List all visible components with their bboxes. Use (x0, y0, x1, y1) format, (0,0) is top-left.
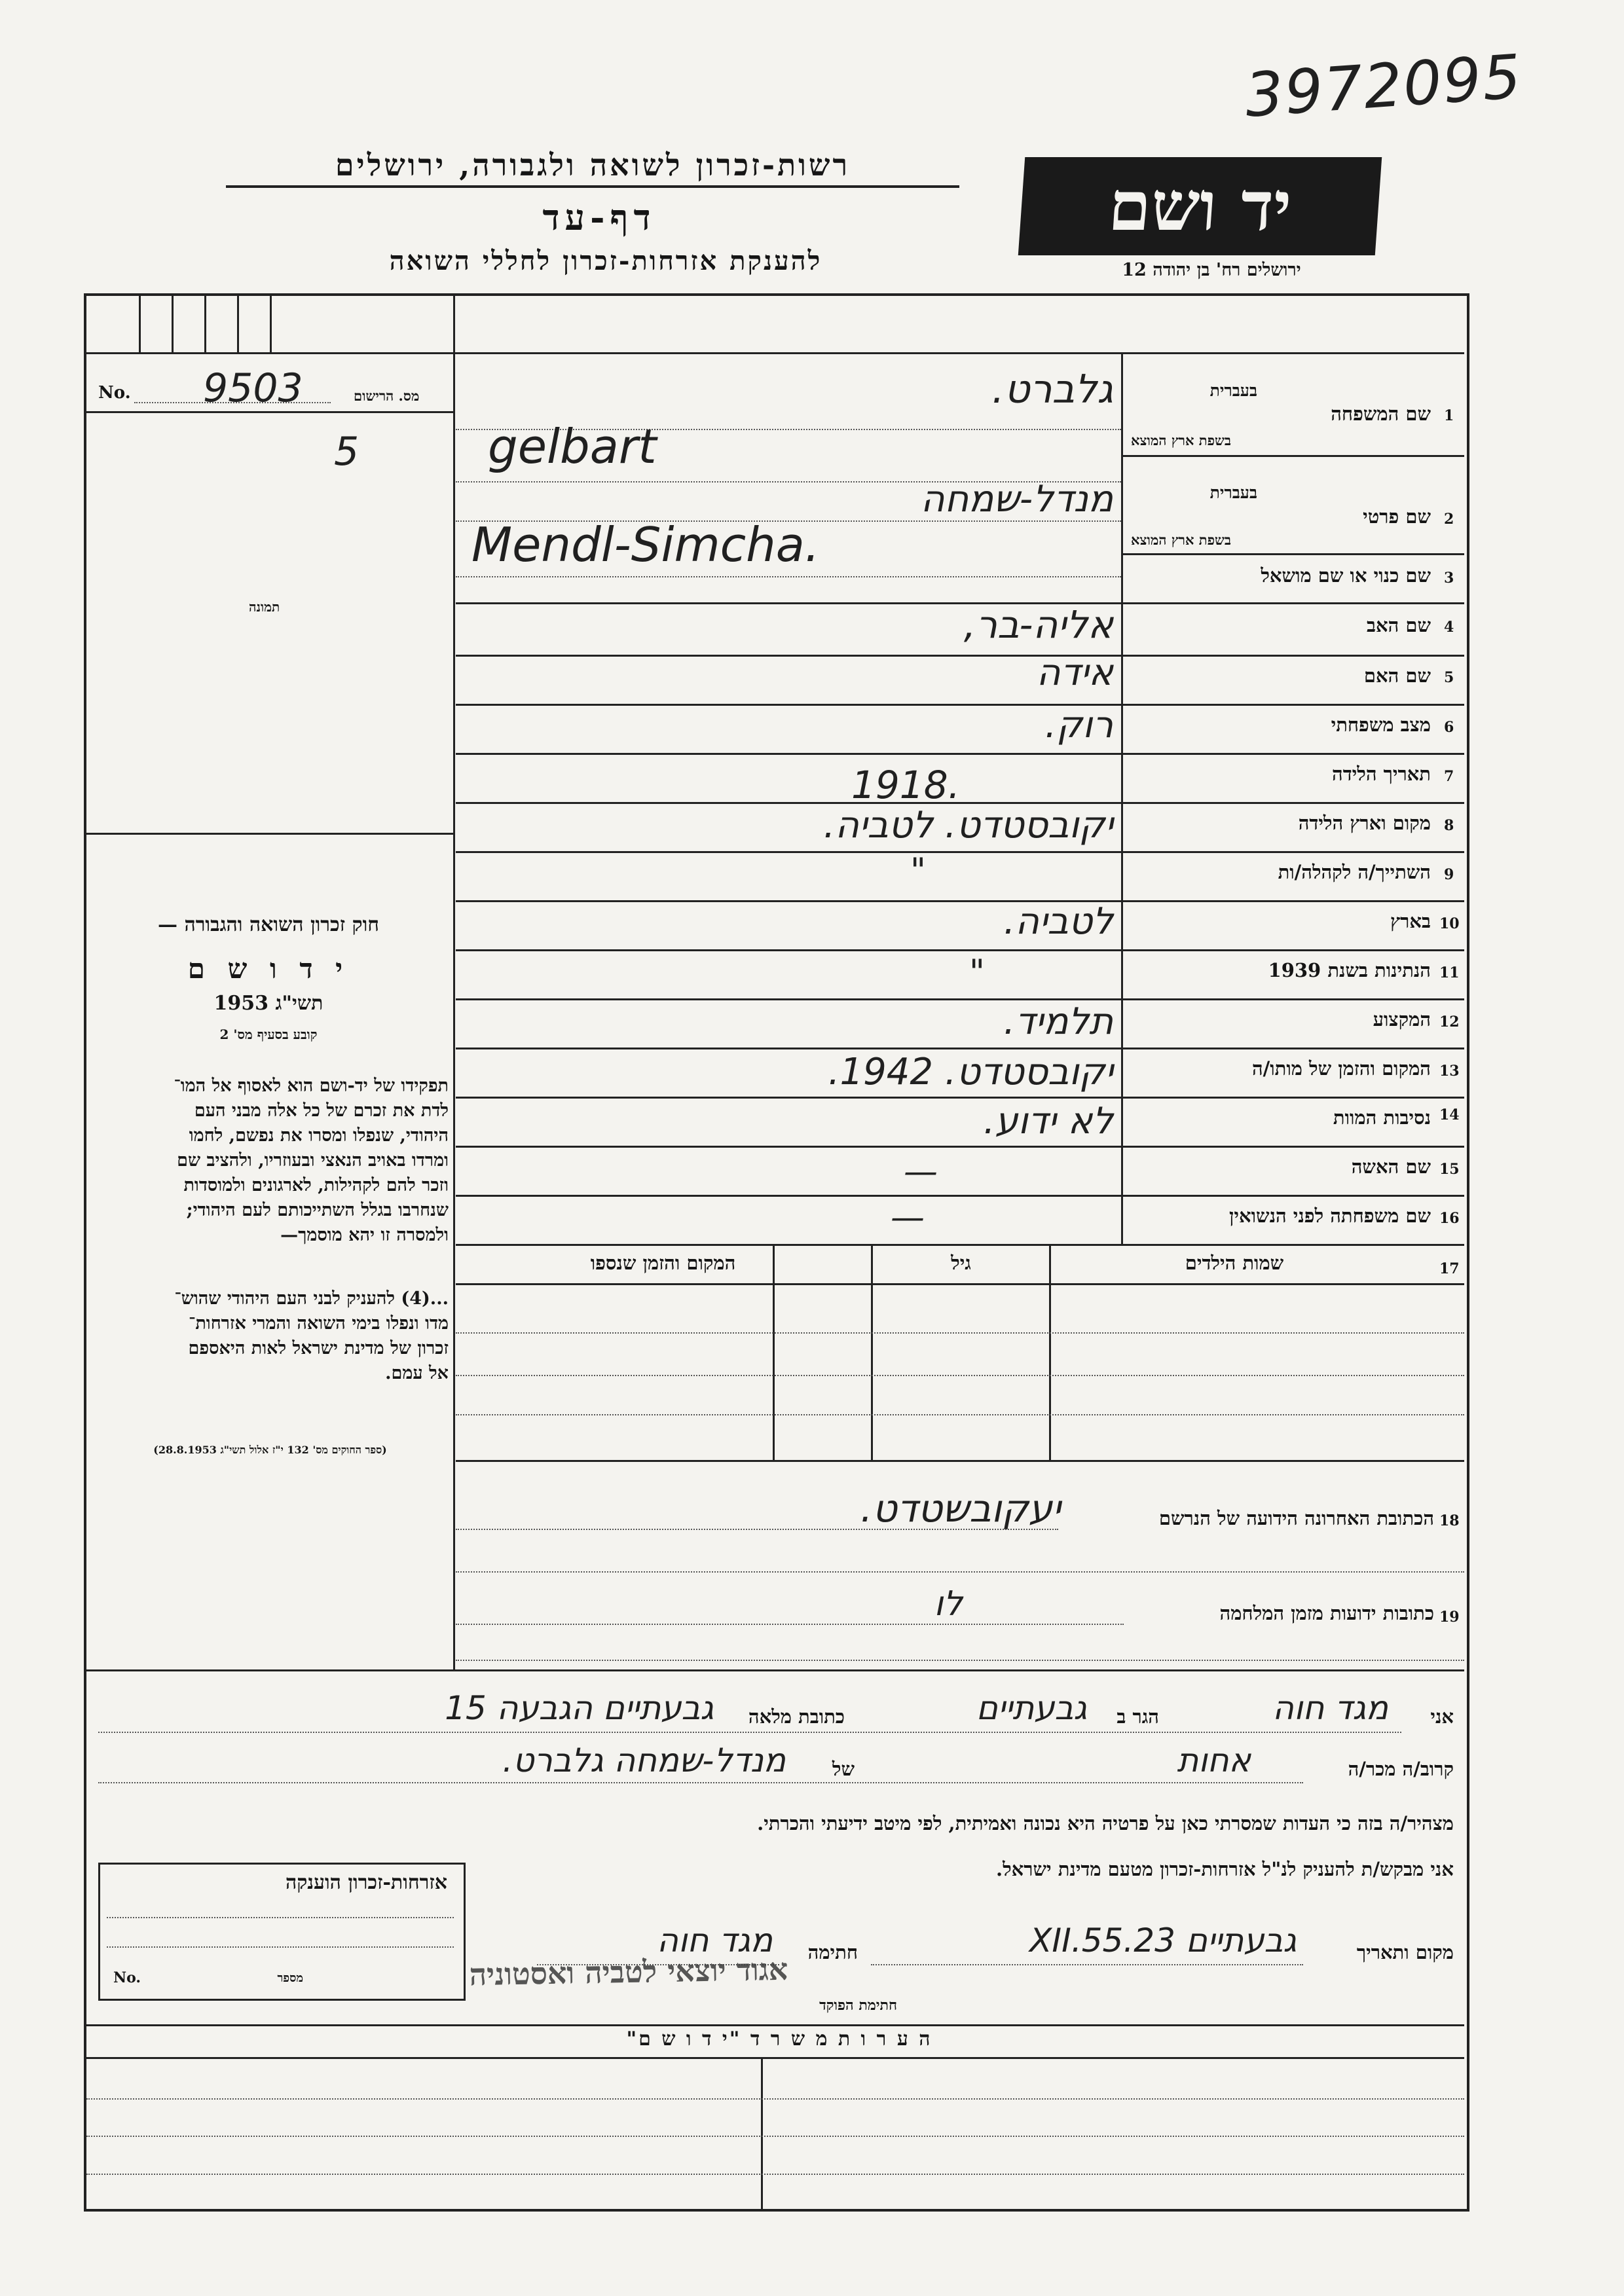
decl-place-date-value: גבעתיים 23.XII.55 (1029, 1922, 1297, 1959)
remarks-header: ה ע ר ו ת מ ש ר ד "י ד ו ש ם" (626, 2028, 932, 2050)
law-clause: קובע בסעיף מס' 2 (219, 1027, 318, 1042)
law-title: חוק זכרון השואה והגבורה — (158, 913, 379, 936)
field-10-value: לטביה. (1003, 900, 1113, 943)
official-stamp: אגוד יוצאי לטביה ואסטוניה (469, 1951, 788, 1993)
field-1-value-latin: gelbart (488, 419, 657, 474)
law-year: תשי"ג 1953 (213, 992, 323, 1015)
field-18-value: יעקובשטדט. (860, 1486, 1061, 1531)
form-title: דף-עד (542, 196, 656, 238)
yad-vashem-logo (1018, 157, 1382, 255)
field-16-value: — (891, 1198, 925, 1237)
photo-label: תמונה (249, 599, 280, 615)
field-2-sub-origin: בשפת ארץ המוצא (1131, 532, 1231, 548)
logo-text: יד ושם (1105, 166, 1295, 246)
field-6-value: רוק. (1044, 704, 1113, 746)
field-19-label: כתובות ידועות מזמן המלחמה (1219, 1602, 1434, 1624)
field-4-label: שם האב (1366, 614, 1431, 636)
field-16-label: שם משפחתה לפני הנשואין (1229, 1205, 1431, 1227)
field-3-number: 3 (1444, 570, 1454, 587)
form-subtitle: להענקת אזרחות-זכרון לחללי השואה (389, 246, 822, 276)
field-6-number: 6 (1444, 719, 1454, 736)
field-3-label: שם כנוי או שם מושאל (1261, 564, 1431, 587)
field-15-value: — (904, 1152, 938, 1192)
field-12-label: המקצוע (1373, 1008, 1431, 1030)
field-19-number: 19 (1439, 1609, 1460, 1626)
decl-ani-label: אני (1430, 1705, 1454, 1728)
field-1-number: 1 (1444, 407, 1454, 424)
field-17-number: 17 (1439, 1260, 1460, 1277)
field-2-sub-hebrew: בעברית (1209, 483, 1257, 502)
registration-extra-mark: 5 (334, 429, 360, 475)
field-11-label: הנתינות בשנת 1939 (1268, 959, 1431, 981)
field-5-number: 5 (1444, 669, 1454, 686)
field-4-number: 4 (1444, 619, 1454, 636)
decl-statement-2: אני מבקש/ת להעניק לנ"ל אזרחות-זכרון מטעם מדינת ישראל. (995, 1858, 1454, 1880)
field-8-label: מקום וארץ הלידה (1298, 812, 1431, 834)
no-label: No. (98, 383, 131, 403)
grant-box-title: אזרחות-זכרון הוענקה (285, 1871, 447, 1894)
field-13-value: יקובסטדט. 1942. (828, 1051, 1113, 1093)
org-line: רשות-זכרון לשואה ולגבורה, ירושלים (226, 147, 959, 188)
field-1-sub-origin: בשפת ארץ המוצא (1131, 432, 1231, 448)
field-14-number: 14 (1439, 1106, 1460, 1123)
field-8-number: 8 (1444, 817, 1454, 834)
field-6-label: מצב משפחתי (1331, 714, 1431, 736)
field-1-value-hebrew: גלברט. (991, 367, 1113, 412)
law-name: י ד ו ש ם (187, 953, 350, 985)
field-2-value-hebrew: מנדל-שמחה (921, 478, 1113, 520)
children-col-age: גיל (951, 1252, 971, 1274)
law-source: (ספר החוקים מס' 132 י"ז אלול תשי"ג 28.8.1953) (153, 1444, 387, 1456)
decl-signature-value: מגד חוה (657, 1922, 773, 1959)
decl-clerk-label: חתימת הפוקד (819, 1997, 897, 2014)
field-12-number: 12 (1439, 1013, 1460, 1030)
decl-address-label: כתובת מלאה (748, 1705, 845, 1728)
field-13-label: המקום והזמן של מותו/ה (1251, 1057, 1431, 1080)
grant-box-no-label: No. (113, 1969, 141, 1986)
field-11-number: 11 (1439, 964, 1460, 981)
children-col-names: שמות הילדים (1185, 1252, 1284, 1274)
registration-number: 9503 (203, 365, 303, 411)
field-4-value: אליה-בר, (963, 602, 1113, 647)
field-15-label: שם האשה (1351, 1156, 1431, 1178)
decl-of-label: של (832, 1758, 855, 1780)
law-paragraph-2: ...(4) להעניק לבני העם היהודי שהוש־ מדו ונפלו בימי השואה והמרי אזרחות־ זכרון של מדינת ישראל לאות היאספם אל עמם. (174, 1288, 449, 1383)
decl-of-value: מנדל-שמחה גלברט. (502, 1741, 786, 1779)
field-2-value-latin: Mendl-Simcha. (471, 517, 820, 572)
field-10-label: בארץ (1390, 910, 1431, 932)
field-7-label: תאריך הלידה (1332, 763, 1431, 785)
field-18-number: 18 (1439, 1512, 1460, 1529)
field-9-value: " (910, 851, 926, 890)
field-1-label: שם המשפחה (1331, 403, 1431, 425)
registration-label: מס. הרישום (354, 388, 420, 404)
header-address: ירושלים רח' בן יהודה 12 (1122, 260, 1301, 280)
decl-relation-value: אחות (1177, 1741, 1251, 1779)
grant-box-number-label: מספר (277, 1971, 303, 1985)
field-2-number: 2 (1444, 511, 1454, 528)
field-2-label: שם פרטי (1363, 505, 1431, 528)
decl-relation-label: קרוב/ה מכר/ה (1348, 1758, 1454, 1780)
field-18-label: הכתובת האחרונה הידועה של הנרשם (1158, 1507, 1434, 1529)
decl-statement-1: מצהיר/ה בזה כי העדות שמסרתי כאן על פרטיה היא נכונה ואמיתית, לפי מיטב ידיעתי והכרתי. (757, 1812, 1454, 1834)
field-1-sub-hebrew: בעברית (1209, 381, 1257, 400)
decl-signature-label: חתימה (807, 1941, 858, 1963)
decl-address-value: גבעתיים הגבעה 15 (445, 1689, 714, 1727)
decl-resident-label: הגר ב (1116, 1705, 1159, 1728)
field-16-number: 16 (1439, 1210, 1460, 1227)
decl-ani-value: מגד חוה (1272, 1689, 1388, 1727)
field-9-label: השתייך/ה לקהלה/ות (1278, 861, 1431, 883)
field-12-value: תלמיד. (1003, 1000, 1113, 1043)
field-11-value: " (969, 953, 985, 992)
field-5-value: אידה (1036, 651, 1113, 694)
field-7-value: 1918. (851, 763, 961, 807)
field-7-number: 7 (1444, 768, 1454, 785)
field-9-number: 9 (1444, 866, 1454, 883)
grant-box (98, 1863, 466, 2001)
field-15-number: 15 (1439, 1161, 1460, 1178)
decl-resident-value: גבעתיים (976, 1689, 1087, 1727)
decl-place-date-label: מקום ותאריך (1356, 1941, 1454, 1963)
field-8-value: יקובסטדט. לטביה. (823, 804, 1113, 847)
field-19-value: לו (934, 1584, 963, 1624)
archive-number: 3972095 (1243, 41, 1525, 131)
field-10-number: 10 (1439, 915, 1460, 932)
field-5-label: שם האם (1363, 665, 1431, 687)
children-col-place: המקום והזמן שנספו (590, 1252, 736, 1274)
law-paragraph-1: תפקידו של יד-ושם הוא לאסוף אל המו־ לדת את זכרם של כל אלה מבני העם היהודי, שנפלו ומסרו את נפשם, לחמו ומרדו באויב הנאצי ובעוזריו, ולהציב שם וזכר להם לקהילות, לארגונים ולמוסדות שנחרבו בגלל השתייכותם לעם היהודי; ולמסרה זו יהא מוסמך— (174, 1076, 449, 1245)
field-13-number: 13 (1439, 1063, 1460, 1080)
field-14-label: נסיבות המוות (1333, 1106, 1431, 1129)
field-14-value: לא ידוע. (983, 1100, 1113, 1142)
